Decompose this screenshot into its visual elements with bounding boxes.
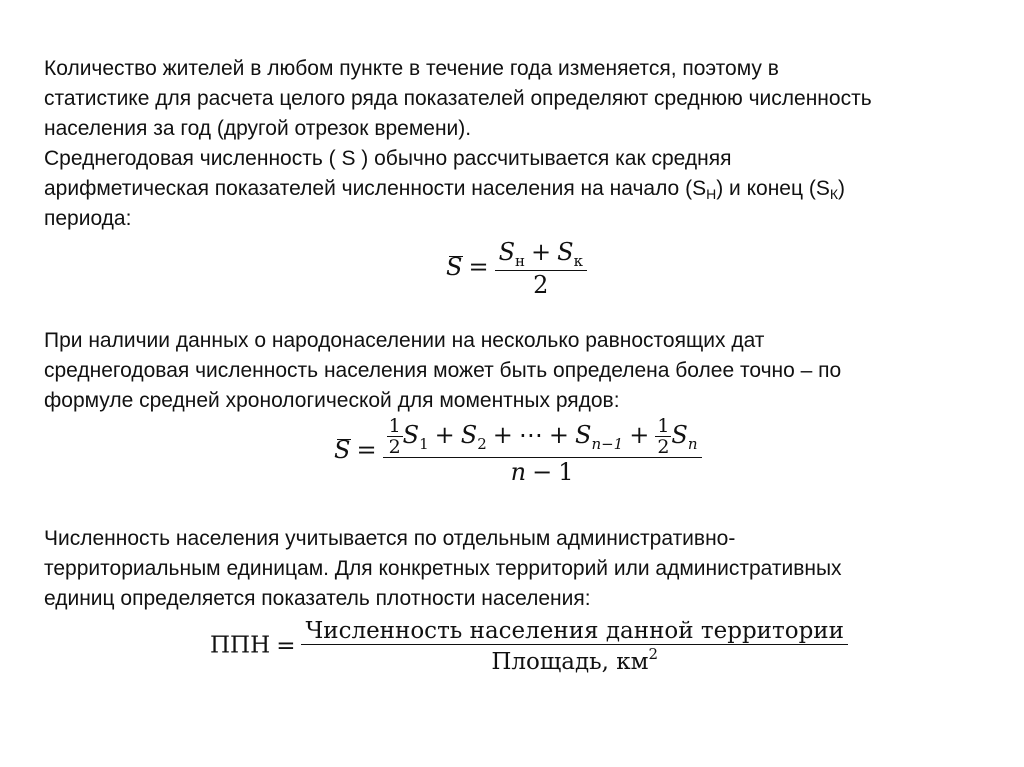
plus-sign: + xyxy=(531,238,552,266)
subscript: n xyxy=(687,435,698,453)
fraction-numerator xyxy=(495,238,587,270)
text-line: статистике для расчета целого ряда показателей определяют среднюю численность xyxy=(44,87,872,110)
text-line: территориальным единицам. Для конкретных территорий или административных xyxy=(44,557,842,580)
subscript-start: Н xyxy=(706,186,717,202)
half-num: 1 xyxy=(388,415,401,437)
paragraph-average-definition xyxy=(44,144,984,234)
superscript: 2 xyxy=(648,645,659,663)
symbol-s: S xyxy=(460,421,478,449)
text-line: среднегодовая численность населения может быть определена более точно – по xyxy=(44,359,842,382)
text-line: Среднегодовая численность ( S ) обычно рассчитывается как средняя xyxy=(44,147,732,170)
symbol-s: S xyxy=(574,421,592,449)
fraction-numerator xyxy=(383,416,702,457)
text-fragment: ) и конец (S xyxy=(716,177,830,200)
ellipsis: ⋯ xyxy=(518,421,543,449)
fraction-denominator xyxy=(301,644,847,675)
symbol-s: S xyxy=(498,238,516,266)
text-line xyxy=(44,174,984,204)
paragraph-chronological xyxy=(44,326,984,416)
subscript: 2 xyxy=(477,435,487,453)
formula-population-density xyxy=(210,618,848,675)
paragraph-intro xyxy=(44,54,984,144)
equals-sign: = xyxy=(356,435,377,464)
formula-chronological-mean xyxy=(334,416,702,486)
subscript: к xyxy=(573,252,583,270)
subscript-end: К xyxy=(829,186,838,202)
half-fraction xyxy=(655,416,671,457)
number-one: 1 xyxy=(558,458,574,486)
text-line: При наличии данных о народонаселении на несколько равностоящих дат xyxy=(44,329,765,352)
text-line: Количество жителей в любом пункте в течение года изменяется, поэтому в xyxy=(44,57,779,80)
symbol-s: S xyxy=(671,421,688,449)
subscript: н xyxy=(515,252,526,270)
fraction xyxy=(495,238,587,299)
fraction-denominator: 2 xyxy=(495,270,587,299)
half-num: 1 xyxy=(657,415,670,437)
plus-sign: + xyxy=(492,421,513,449)
symbol-n: n xyxy=(510,458,527,486)
text-line: единиц определяется показатель плотности населения: xyxy=(44,587,591,610)
half-den: 2 xyxy=(388,436,401,458)
fraction-numerator: Численность населения данной территории xyxy=(305,618,844,644)
equals-sign: = xyxy=(276,632,296,659)
text-fragment: ) xyxy=(838,177,845,200)
text-line: периода: xyxy=(44,207,132,230)
formula-lhs: ППН xyxy=(210,632,271,659)
plus-sign: + xyxy=(434,421,455,449)
subscript: 1 xyxy=(419,435,429,453)
formula-lhs: S xyxy=(446,253,463,281)
equals-sign: = xyxy=(468,253,489,281)
plus-sign: + xyxy=(629,421,650,449)
formula-lhs: S xyxy=(334,435,351,464)
text-line: населения за год (другой отрезок времени). xyxy=(44,117,472,140)
fraction-denominator xyxy=(383,457,702,486)
half-fraction xyxy=(387,416,403,457)
text-fragment: арифметическая показателей численности населения на начало (S xyxy=(44,177,707,200)
symbol-s: S xyxy=(402,421,420,449)
text-line: Численность населения учитывается по отдельным административно- xyxy=(44,527,736,550)
text-line: формуле средней хронологической для моментных рядов: xyxy=(44,389,620,412)
symbol-s: S xyxy=(557,238,574,266)
denominator-text: Площадь, км xyxy=(491,649,649,675)
subscript: n−1 xyxy=(591,435,624,453)
half-den: 2 xyxy=(657,436,670,458)
formula-arithmetic-mean xyxy=(446,238,587,299)
minus-sign: − xyxy=(532,458,553,486)
paragraph-density xyxy=(44,524,984,614)
fraction xyxy=(383,416,702,486)
fraction xyxy=(301,618,847,675)
plus-sign: + xyxy=(548,421,569,449)
